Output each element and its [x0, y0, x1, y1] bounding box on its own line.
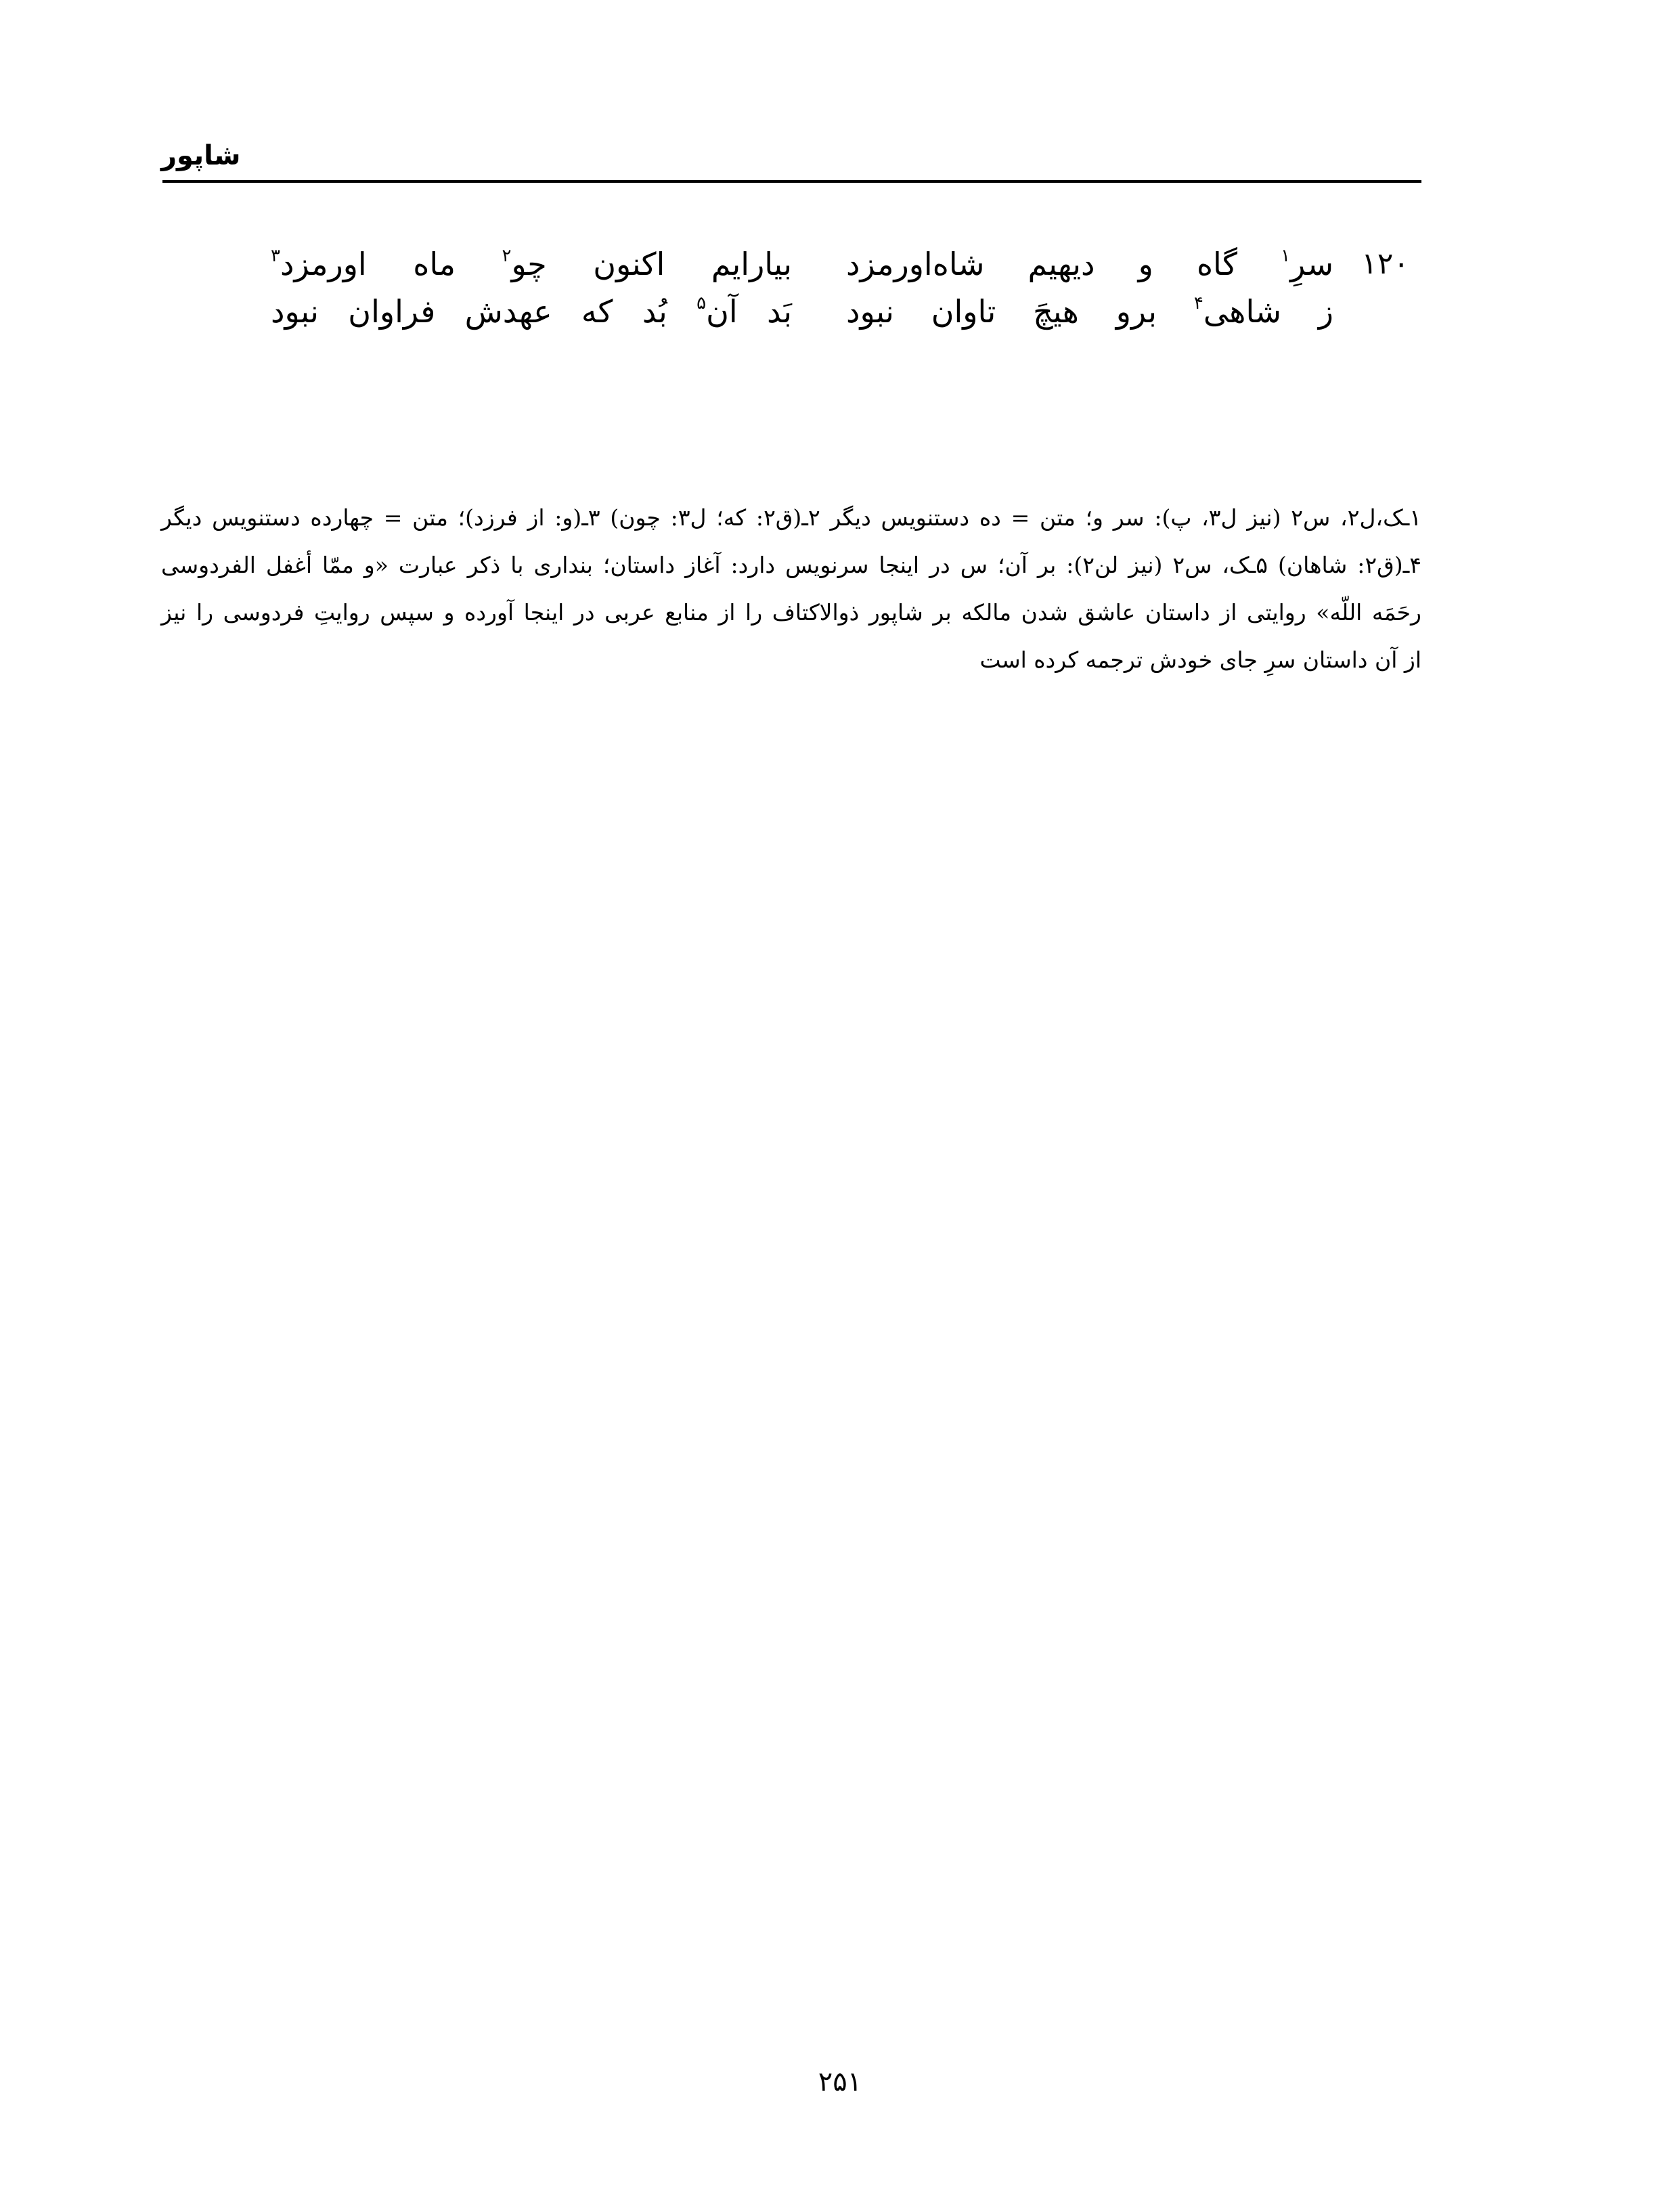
- footnote-ref-1[interactable]: ۱: [1281, 246, 1291, 266]
- verse-text: ز شاهی: [1203, 293, 1333, 330]
- footnote-line: از آن داستان سرِ جای خودش ترجمه کرده است: [979, 647, 1421, 673]
- verse-text: ماه اورمزد: [280, 246, 456, 282]
- page-number: ۲۵۱: [818, 2066, 862, 2097]
- running-header-title: شاپور: [161, 140, 241, 171]
- verse-number: ۱۲۰: [1361, 246, 1409, 281]
- verse-text: گاه و دیهیم شاه‌اورمزد: [846, 246, 1237, 282]
- footnote-ref-5[interactable]: ۵: [697, 293, 707, 313]
- footnote-line: رحَمَه اللّه» روایتی از داستان عاشق شدن مالکه بر شاپور ذوالاکتاف را از منابع عربی در اینجا آورده و سپس روایتِ فردوسی را نیز: [161, 599, 1421, 626]
- footnote-line: ۱ـک،ل۲، س۲ (نیز ل۳، پ): سر و؛ متن = ده دستنویس دیگر ۲ـ(ق۲: که؛ ل۳: چون) ۳ـ(و: از فرزد)؛ متن = چهارده دستنویس دیگر: [161, 504, 1422, 531]
- footnote-line: ۴ـ(ق۲: شاهان) ۵ـک، س۲ (نیز لن۲): بر آن؛ س در اینجا سرنویس دارد: آغاز داستان؛ بنداری با ذکر عبارت «و ممّا أغفل الفردوسی: [161, 552, 1421, 578]
- verse-text: بیارایم اکنون چو: [511, 246, 792, 282]
- verse-2-left-hemistich: [271, 288, 792, 335]
- footnote-ref-3[interactable]: ۳: [271, 246, 280, 266]
- footnote-ref-2[interactable]: ۲: [502, 246, 512, 266]
- verse-text: سرِ: [1290, 246, 1334, 282]
- verse-1-left-hemistich: [271, 240, 792, 288]
- footnote-ref-4[interactable]: ۴: [1193, 293, 1203, 313]
- verse-text: بَد آن: [706, 293, 792, 330]
- footnotes-block: [161, 494, 1421, 684]
- verse-text: برو هیچَ تاوان نبود: [846, 293, 1157, 330]
- verse-1-right-hemistich: [846, 240, 1333, 288]
- header-rule: [162, 180, 1421, 183]
- verse-2-right-hemistich: [846, 288, 1333, 335]
- verse-text: بُد که عهدش فراوان نبود: [271, 293, 667, 330]
